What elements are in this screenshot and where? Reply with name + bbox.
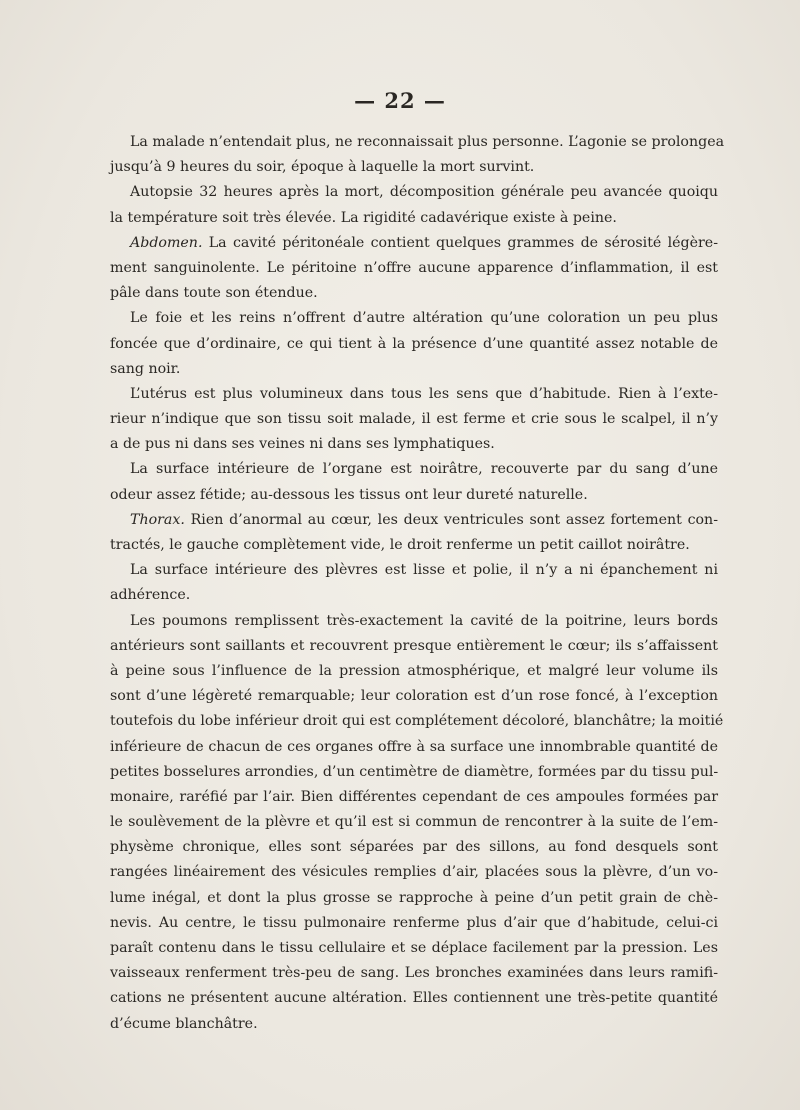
text-line: [110, 609, 718, 634]
text-line: [110, 231, 718, 256]
line-text: physème chronique, elles sont séparées par des sillons, au fond desquels sont: [110, 839, 718, 856]
text-line: [110, 332, 718, 357]
line-text: La malade n’entendait plus, ne reconnaissait plus personne. L’agonie se prolongea: [130, 134, 725, 150]
line-text: petites bosselures arrondies, d’un centimètre de diamètre, formées par du tissu pul-: [110, 763, 719, 780]
line-text: sont d’une légèreté remarquable; leur coloration est d’un rose foncé, à l’exception: [110, 688, 718, 705]
line-text: paraît contenu dans le tissu cellulaire et se déplace facilement par la pression. Les: [110, 940, 718, 956]
text-line: [110, 357, 718, 382]
line-text: La surface intérieure de l’organe est noirâtre, recouverte par du sang d’une: [130, 461, 718, 478]
line-text: pâle dans toute son étendue.: [110, 285, 318, 302]
text-line: [110, 785, 718, 810]
line-text: inférieure de chacun de ces organes offre à sa surface une innombrable quantité de: [110, 738, 718, 755]
text-line: [110, 281, 718, 306]
line-text: ment sanguinolente. Le péritoine n’offre aucune apparence d’inflammation, il est: [110, 259, 718, 276]
line-text: d’écume blanchâtre.: [110, 1015, 258, 1032]
text-line: [110, 180, 718, 205]
line-text: jusqu’à 9 heures du soir, époque à laquelle la mort survint.: [110, 159, 535, 176]
line-text: toutefois du lobe inférieur droit qui est complétement décoloré, blanchâtre; la moitié: [110, 713, 724, 730]
line-text: Rien d’anormal au cœur, les deux ventricules sont assez fortement con-: [184, 511, 718, 528]
line-text: La surface intérieure des plèvres est lisse et polie, il n’y a ni épanchement ni: [130, 562, 718, 579]
line-text: Les poumons remplissent très-exactement la cavité de la poitrine, leurs bords: [130, 612, 718, 629]
line-text: odeur assez fétide; au-dessous les tissus ont leur dureté naturelle.: [110, 486, 588, 503]
text-line: [110, 155, 718, 180]
text-line: [110, 533, 718, 558]
line-text: monaire, raréfié par l’air. Bien différentes cependant de ces ampoules formées par: [110, 788, 718, 805]
line-text: lume inégal, et dont la plus grosse se rapproche à peine d’un petit grain de chè-: [110, 889, 718, 906]
line-text: rangées linéairement des vésicules remplies d’air, placées sous la plèvre, d’un vo-: [110, 864, 718, 881]
text-line: [110, 659, 718, 684]
text-line: [110, 130, 725, 155]
line-text: sang noir.: [110, 360, 181, 377]
text-line: [110, 936, 718, 961]
text-line: [110, 432, 718, 457]
text-line: [110, 961, 718, 986]
line-text: vaisseaux renferment très-peu de sang. Les bronches examinées dans leurs ramifi-: [110, 965, 718, 982]
text-line: [110, 508, 718, 533]
section-heading: Abdomen.: [130, 234, 203, 251]
text-line: [110, 306, 718, 331]
text-line: [110, 558, 718, 583]
line-text: foncée que d’ordinaire, ce qui tient à la présence d’une quantité assez notable de: [110, 335, 718, 352]
text-line: [110, 1012, 718, 1037]
line-text: la température soit très élevée. La rigidité cadavérique existe à peine.: [110, 209, 617, 226]
text-line: [110, 860, 718, 885]
line-text: nevis. Au centre, le tissu pulmonaire renferme plus d’air que d’habitude, celui-ci: [110, 914, 718, 931]
text-line: [110, 760, 718, 785]
text-line: [110, 256, 718, 281]
text-line: [110, 583, 718, 608]
text-line: [110, 382, 718, 407]
text-line: [110, 457, 718, 482]
text-line: [110, 709, 724, 734]
line-text: tractés, le gauche complètement vide, le droit renferme un petit caillot noirâtre.: [110, 537, 690, 553]
text-line: [110, 810, 718, 835]
line-text: antérieurs sont saillants et recouvrent presque entièrement le cœur; ils s’affaissent: [110, 637, 718, 654]
line-text: adhérence.: [110, 587, 191, 604]
section-heading: Thorax.: [130, 511, 185, 528]
line-text: L’utérus est plus volumineux dans tous les sens que d’habitude. Rien à l’exte-: [130, 385, 718, 402]
line-text: La cavité péritonéale contient quelques grammes de sérosité légère-: [202, 234, 718, 251]
text-line: [110, 911, 718, 936]
text-line: [110, 886, 718, 911]
page-number: — 22 —: [354, 88, 446, 113]
body-text: [110, 130, 725, 1037]
text-line: [110, 634, 718, 659]
line-text: rieur n’indique que son tissu soit malade, il est ferme et crie sous le scalpel, il n’y: [110, 411, 718, 428]
line-text: Autopsie 32 heures après la mort, décomposition générale peu avancée quoiqu: [130, 184, 718, 201]
line-text: cations ne présentent aucune altération. Elles contiennent une très-petite quantité: [110, 990, 718, 1007]
text-line: [110, 735, 718, 760]
line-text: Le foie et les reins n’offrent d’autre altération qu’une coloration un peu plus: [130, 310, 718, 327]
line-text: a de pus ni dans ses veines ni dans ses lymphatiques.: [110, 436, 495, 453]
text-line: [110, 835, 718, 860]
text-line: [110, 407, 718, 432]
text-line: [110, 684, 718, 709]
line-text: à peine sous l’influence de la pression atmosphérique, et malgré leur volume ils: [110, 662, 718, 679]
text-line: [110, 483, 718, 508]
line-text: le soulèvement de la plèvre et qu’il est si commun de rencontrer à la suite de l’em-: [110, 814, 718, 831]
text-line: [110, 206, 718, 231]
text-line: [110, 986, 718, 1011]
